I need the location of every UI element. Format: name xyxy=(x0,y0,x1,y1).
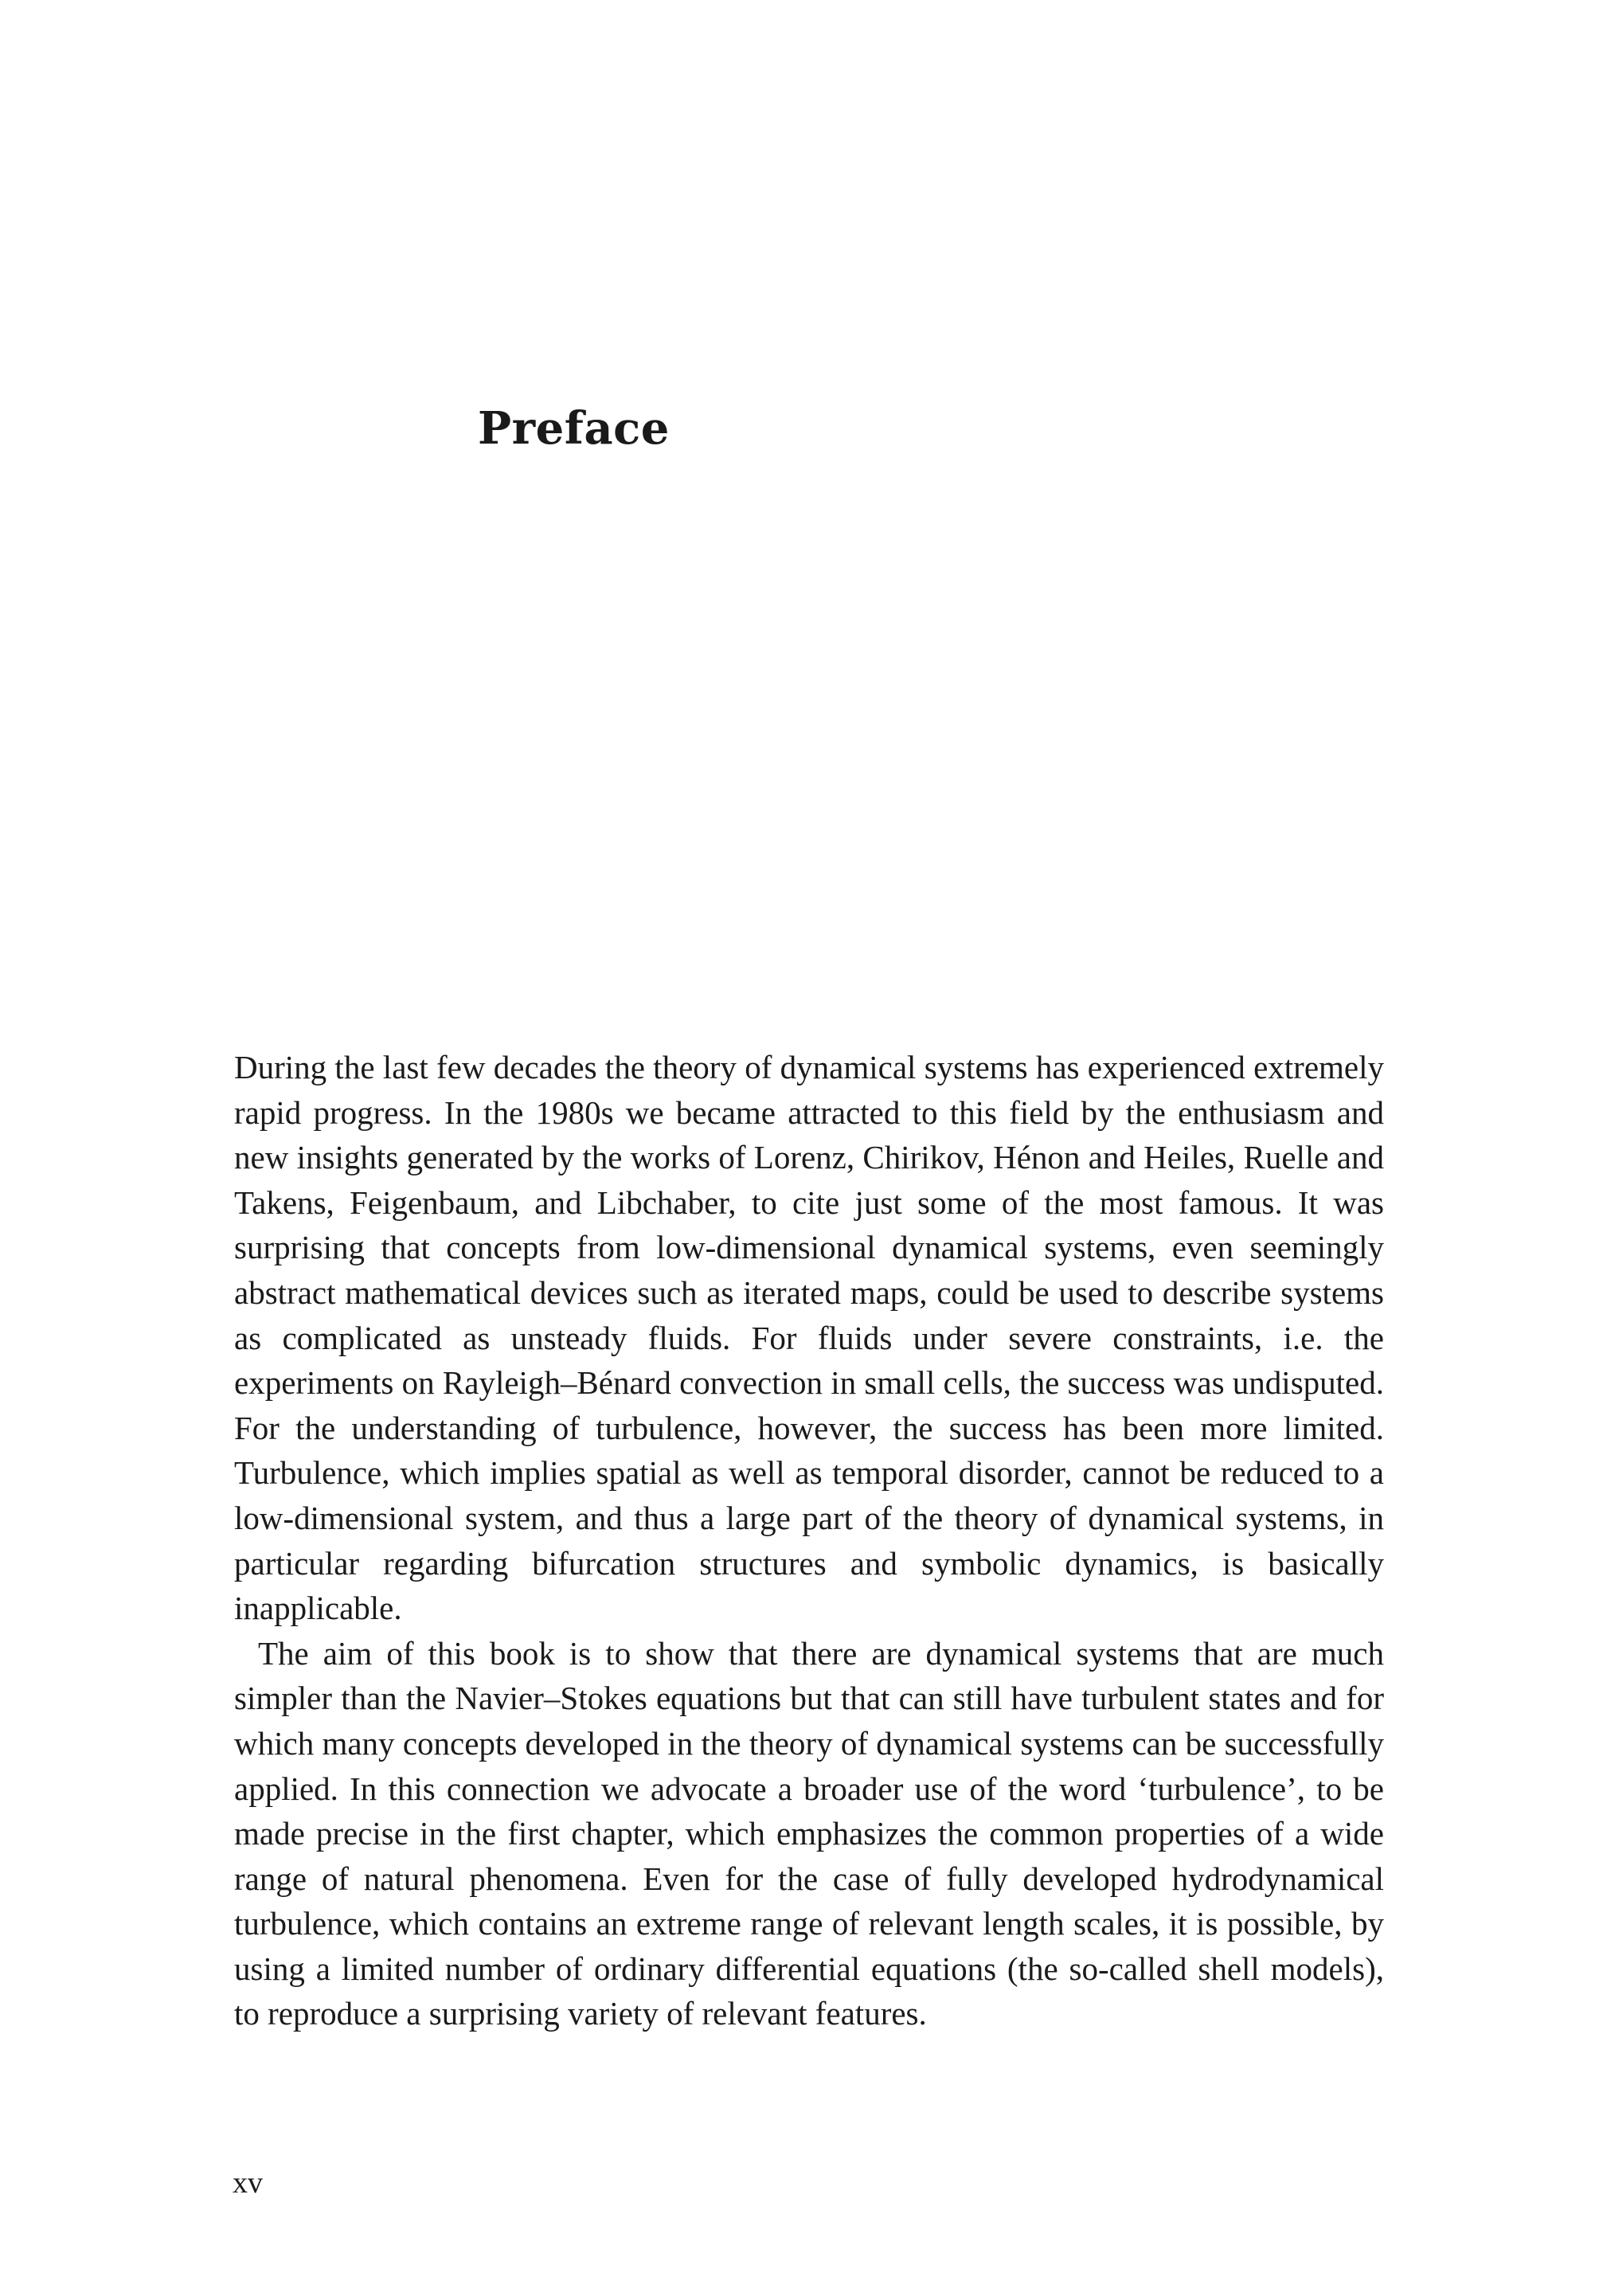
page-title: Preface xyxy=(478,402,670,455)
paragraph-1: During the last few decades the theory of dynamical systems has experienced extremely rapid progress. In the 1980s we became attracted to this field by the enthusiasm and new insights generated by the works of Lorenz, Chirikov, Hénon and Heiles, Ruelle and Takens, Feigenbaum, and Libchaber, to cite just some of the most famous. It was surprising that concepts from low-dimensional dynamical systems, even seemingly abstract mathematical devices such as iterated maps, could be used to describe systems as complicated as unsteady fluids. For fluids under severe constraints, i.e. the experiments on Rayleigh–Bénard convection in small cells, the success was undisputed. For the understanding of turbulence, however, the success has been more limited. Turbulence, which implies spatial as well as temporal disorder, cannot be reduced to a low-dimensional system, and thus a large part of the theory of dynamical systems, in particular regarding bifurcation structures and symbolic dynamics, is basically inapplicable. xyxy=(234,1049,1384,1627)
page-number: xv xyxy=(233,2166,263,2200)
preface-body xyxy=(234,1045,1384,2036)
paragraph-2: The aim of this book is to show that there are dynamical systems that are much simpler than the Navier–Stokes equations but that can still have turbulent states and for which many concepts developed in the theory of dynamical systems can be successfully applied. In this connection we advocate a broader use of the word ‘turbulence’, to be made precise in the first chapter, which emphasizes the common properties of a wide range of natural phenomena. Even for the case of fully developed hydrodynamical turbulence, which contains an extreme range of relevant length scales, it is possible, by using a limited number of ordinary differential equations (the so-called shell models), to reproduce a surprising variety of relevant features. xyxy=(234,1634,1384,2032)
